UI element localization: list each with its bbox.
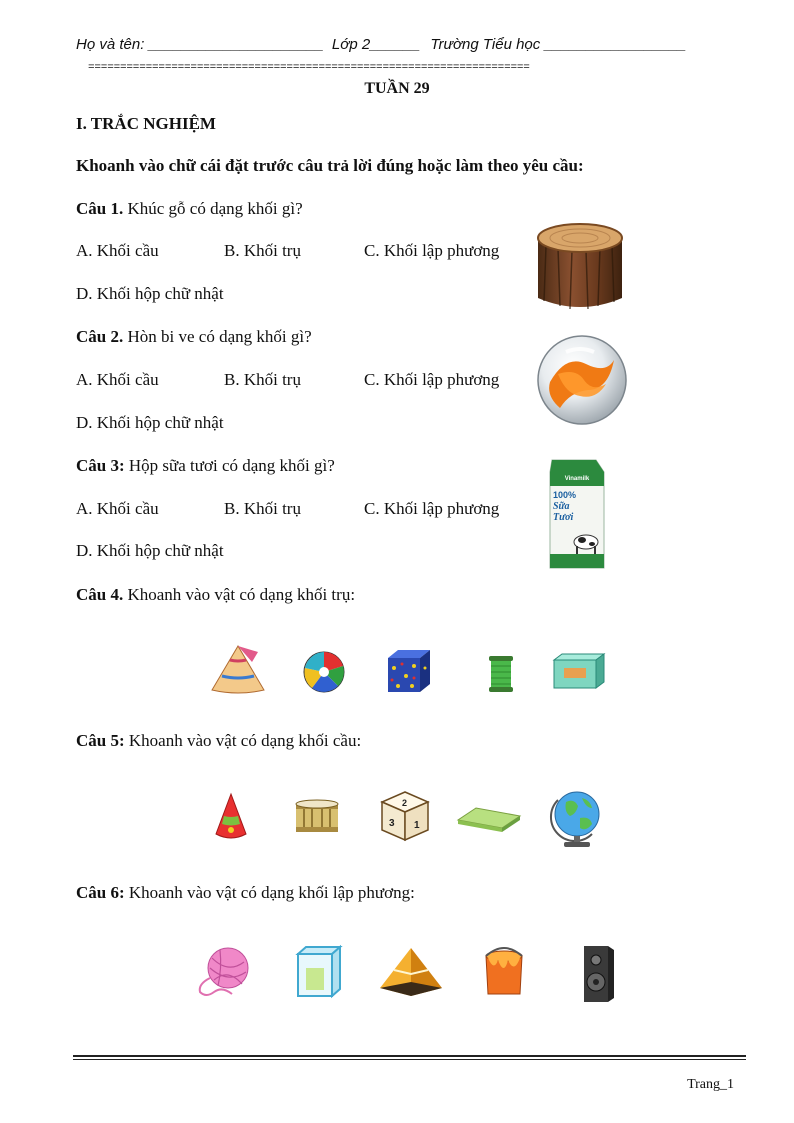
question-6	[76, 883, 415, 903]
question-6-label: Câu 6:	[76, 883, 125, 902]
milk-percent: 100%	[553, 490, 577, 500]
q2-option-a[interactable]: A. Khối cầu	[76, 370, 159, 389]
q1-option-c[interactable]: C. Khối lập phương	[364, 241, 500, 260]
question-2-label: Câu 2.	[76, 327, 124, 346]
q3-option-c[interactable]: C. Khối lập phương	[364, 499, 500, 518]
q3-option-b[interactable]: B. Khối trụ	[224, 499, 301, 518]
footer-rule-thick	[73, 1055, 746, 1057]
beach-ball-image[interactable]	[302, 650, 346, 694]
question-1	[76, 199, 303, 219]
question-1-text: Khúc gỗ có dạng khối gì?	[123, 199, 303, 218]
question-2	[76, 327, 312, 347]
q2-option-b[interactable]: B. Khối trụ	[224, 370, 301, 389]
section-title: I. TRẮC NGHIỆM	[76, 114, 216, 133]
milk-carton-image	[546, 458, 608, 570]
paint-bucket-image[interactable]	[480, 946, 528, 998]
question-3-label: Câu 3:	[76, 456, 125, 475]
q1-option-a[interactable]: A. Khối cầu	[76, 241, 159, 260]
q1-option-b[interactable]: B. Khối trụ	[224, 241, 301, 260]
milk-line1: Sữa	[553, 501, 570, 512]
week-title: TUẦN 29	[364, 80, 430, 97]
yarn-ball-image[interactable]	[192, 944, 258, 1000]
q1-option-d[interactable]: D. Khối hộp chữ nhật	[76, 284, 224, 303]
question-5-text: Khoanh vào vật có dạng khối cầu:	[124, 731, 362, 750]
milk-brand: Vinamilk	[564, 476, 590, 482]
school-field-label: Trường Tiểu học _________________	[430, 36, 687, 53]
cone-image[interactable]	[214, 792, 248, 842]
glass-cube-image[interactable]	[292, 944, 344, 1000]
question-1-label: Câu 1.	[76, 199, 124, 218]
q3-option-a[interactable]: A. Khối cầu	[76, 499, 159, 518]
q3-option-d[interactable]: D. Khối hộp chữ nhật	[76, 541, 224, 560]
student-info-header	[76, 36, 736, 53]
separator-line: =====================================================================	[88, 62, 530, 74]
question-3	[76, 456, 335, 476]
class-field-label: Lớp 2______	[331, 36, 421, 53]
question-5	[76, 731, 361, 751]
svg-text:2: 2	[402, 798, 408, 808]
question-4	[76, 585, 355, 605]
party-hat-cone-image[interactable]	[208, 644, 270, 696]
milk-line2: Tươi	[553, 512, 574, 523]
flat-box-image[interactable]	[456, 806, 522, 832]
question-3-text: Hộp sữa tươi có dạng khối gì?	[124, 456, 335, 475]
instruction-text: Khoanh vào chữ cái đặt trước câu trả lời đúng hoặc làm theo yêu cầu:	[76, 156, 584, 175]
pyramid-image[interactable]	[378, 946, 444, 998]
q2-option-d[interactable]: D. Khối hộp chữ nhật	[76, 413, 224, 432]
footer-rule-thin	[73, 1059, 746, 1060]
question-4-label: Câu 4.	[76, 585, 124, 604]
question-2-text: Hòn bi ve có dạng khối gì?	[123, 327, 312, 346]
wood-log-image	[532, 216, 628, 316]
name-field-label: Họ và tên: _____________________	[76, 36, 324, 53]
page-number: Trang_1	[687, 1077, 734, 1092]
question-4-text: Khoanh vào vật có dạng khối trụ:	[123, 585, 356, 604]
question-6-text: Khoanh vào vật có dạng khối lập phương:	[124, 883, 415, 902]
rectangular-box-image[interactable]	[552, 652, 606, 690]
svg-text:3: 3	[389, 818, 395, 829]
thread-spool-image[interactable]	[486, 654, 516, 694]
q2-option-c[interactable]: C. Khối lập phương	[364, 370, 500, 389]
dice-cube-image[interactable]	[380, 790, 430, 842]
svg-text:1: 1	[414, 820, 420, 831]
question-5-label: Câu 5:	[76, 731, 125, 750]
globe-image[interactable]	[548, 788, 602, 850]
drum-image[interactable]	[292, 798, 342, 838]
gift-cube-image[interactable]	[384, 648, 432, 694]
speaker-image[interactable]	[580, 942, 616, 1004]
glass-marble-image	[536, 334, 628, 426]
